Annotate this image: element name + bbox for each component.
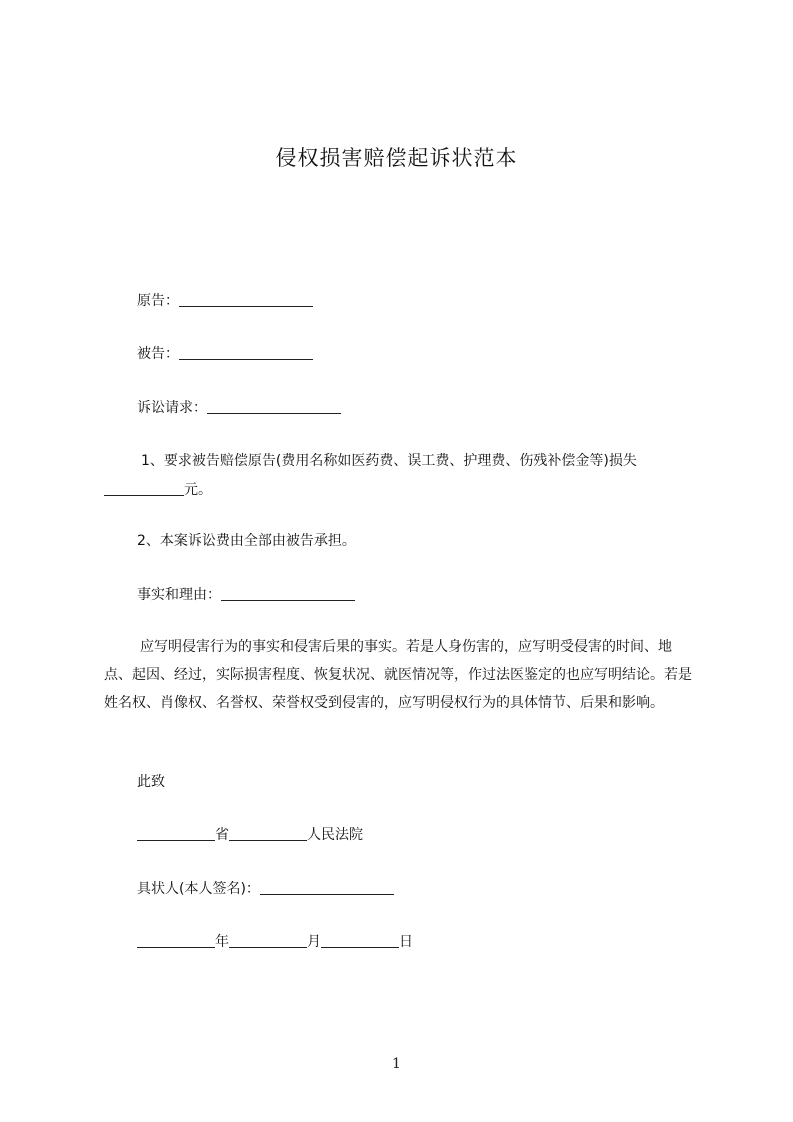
facts-line (137, 586, 355, 604)
page-number: 1 (392, 1056, 401, 1072)
signer-line (137, 880, 394, 898)
court-province-suffix: 省 (215, 827, 229, 843)
plaintiff-line (137, 292, 313, 310)
date-year-label: 年 (215, 934, 229, 950)
date-month-label: 月 (307, 934, 321, 950)
facts-body-text: 应写明侵害行为的事实和侵害后果的事实。若是人身伤害的，应写明受侵害的时间、地点、起因、经过，实际损害程度、恢复状况、就医情况等，作过法医鉴定的也应写明结论。若是姓名权、肖像权、名誉权、荣誉权受到侵害的，应写明侵权行为的具体情节、后果和影响。 (104, 639, 692, 711)
salutation-line (137, 773, 165, 791)
facts-body-paragraph (104, 633, 696, 717)
defendant-label: 被告： (137, 346, 179, 362)
court-name-suffix: 人民法院 (307, 827, 363, 843)
claims-line (137, 399, 341, 417)
date-line (137, 933, 413, 951)
claims-label: 诉讼请求： (137, 400, 207, 416)
signer-blank[interactable] (260, 880, 394, 895)
plaintiff-label: 原告： (137, 293, 179, 309)
claim-1-text: 1、要求被告赔偿原告(费用名称如医药费、误工费、护理费、伤残补偿金等)损失 (141, 453, 637, 469)
defendant-blank[interactable] (179, 345, 313, 360)
salutation-text: 此致 (137, 774, 165, 790)
facts-label: 事实和理由： (137, 587, 221, 603)
court-line (137, 826, 363, 844)
claim-1-line (141, 452, 637, 470)
claim-2-line (137, 532, 356, 550)
date-year-blank[interactable] (137, 933, 215, 948)
date-day-blank[interactable] (321, 933, 399, 948)
plaintiff-blank[interactable] (179, 292, 313, 307)
claims-blank[interactable] (207, 399, 341, 414)
court-province-blank[interactable] (137, 826, 215, 841)
claim-1-suffix: 元。 (184, 482, 212, 498)
claim-1-amount-blank[interactable] (104, 481, 184, 496)
document-title: 侵权损害赔偿起诉状范本 (275, 146, 518, 170)
defendant-line (137, 345, 313, 363)
claim-2-text: 2、本案诉讼费由全部由被告承担。 (137, 533, 356, 549)
date-day-label: 日 (399, 934, 413, 950)
signer-label: 具状人(本人签名)： (137, 881, 260, 897)
court-city-blank[interactable] (229, 826, 307, 841)
claim-1-amount-line (104, 481, 212, 499)
date-month-blank[interactable] (229, 933, 307, 948)
facts-blank[interactable] (221, 586, 355, 601)
